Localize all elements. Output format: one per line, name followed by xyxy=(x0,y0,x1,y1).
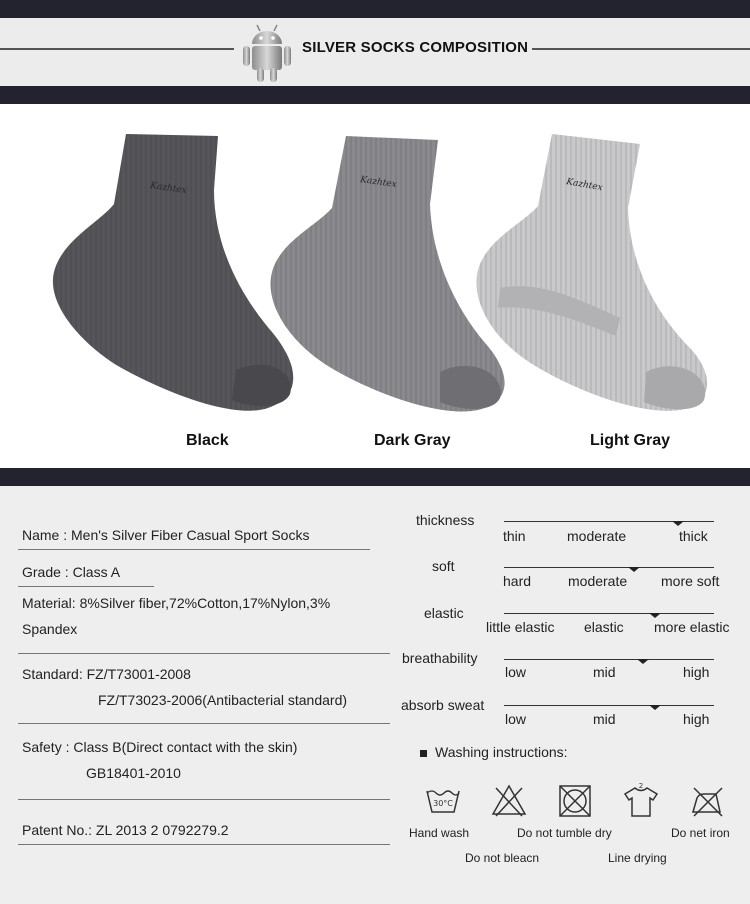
svg-text:Kazhtex: Kazhtex xyxy=(359,175,398,191)
attr-elastic-high: more elastic xyxy=(654,619,730,635)
do-not-iron-icon xyxy=(688,782,726,820)
attr-elastic-title: elastic xyxy=(424,605,464,621)
wash-label-do-not-bleach: Do not bleacn xyxy=(465,851,540,865)
attr-soft-low: hard xyxy=(503,573,532,589)
bullet-icon xyxy=(420,750,427,757)
sock-label-dark-gray: Dark Gray xyxy=(374,432,451,449)
wash-label-hand-wash: Hand wash xyxy=(409,826,470,840)
do-not-bleach-icon xyxy=(490,782,528,820)
header-rule-left xyxy=(0,48,234,50)
spec-standard: Standard: FZ/T73001-2008 xyxy=(22,666,191,682)
sock-photo-area xyxy=(0,104,750,468)
line-drying-icon xyxy=(622,782,660,820)
attr-breathability-high: high xyxy=(683,664,710,680)
attr-soft-scale xyxy=(504,567,714,568)
header-rule-right xyxy=(532,48,750,50)
sock-label-black: Black xyxy=(186,432,229,449)
attr-elastic-scale xyxy=(504,613,714,614)
attr-absorb-sweat-title: absorb sweat xyxy=(401,697,485,713)
attr-elastic-marker xyxy=(649,613,661,618)
spec-safety: Safety : Class B(Direct contact with the skin) xyxy=(22,739,298,755)
attr-absorb-sweat-marker xyxy=(649,705,661,710)
attr-soft-high: more soft xyxy=(661,573,720,589)
spec-divider xyxy=(18,653,390,654)
svg-text:30°C: 30°C xyxy=(433,799,453,808)
page-title: SILVER SOCKS COMPOSITION xyxy=(302,39,529,56)
wash-label-do-not-tumble-dry: Do not tumble dry xyxy=(517,826,612,840)
wash-label-do-not-iron: Do net iron xyxy=(671,826,730,840)
washing-heading xyxy=(420,744,568,760)
attr-soft-title: soft xyxy=(432,558,455,574)
attr-thickness-low: thin xyxy=(503,528,526,544)
sock-dark-gray xyxy=(271,136,505,411)
washing-heading-text: Washing instructions: xyxy=(435,744,568,760)
spec-name: Name : Men's Silver Fiber Casual Sport Socks xyxy=(22,527,310,543)
spec-standard-cont: FZ/T73023-2006(Antibacterial standard) xyxy=(98,692,348,708)
attr-breathability-title: breathability xyxy=(402,650,478,666)
top-dark-band xyxy=(0,0,750,18)
spec-divider xyxy=(18,799,390,800)
attr-soft-mid: moderate xyxy=(568,573,628,589)
spec-patent: Patent No.: ZL 2013 2 0792279.2 xyxy=(22,822,229,838)
spec-safety-cont: GB18401-2010 xyxy=(86,765,181,781)
attr-absorb-sweat-mid: mid xyxy=(593,711,616,727)
svg-text:Kazhtex: Kazhtex xyxy=(565,177,604,194)
attr-elastic-mid: elastic xyxy=(584,619,624,635)
hand-wash-30c-icon xyxy=(424,782,462,820)
wash-label-line-drying: Line drying xyxy=(608,851,667,865)
spec-material-cont: Spandex xyxy=(22,621,78,637)
do-not-tumble-dry-icon xyxy=(556,782,594,820)
spec-material: Material: 8%Silver fiber,72%Cotton,17%Nylon,3% xyxy=(22,595,331,611)
attr-breathability-mid: mid xyxy=(593,664,616,680)
spec-divider xyxy=(18,549,370,550)
spec-divider xyxy=(18,586,154,587)
attr-elastic-low: little elastic xyxy=(486,619,555,635)
spec-divider xyxy=(18,723,390,724)
attr-breathability-marker xyxy=(637,659,649,664)
attr-absorb-sweat-low: low xyxy=(505,711,527,727)
attr-soft-marker xyxy=(628,567,640,572)
sock-label-light-gray: Light Gray xyxy=(590,432,671,449)
attr-breathability-low: low xyxy=(505,664,527,680)
attr-thickness-mid: moderate xyxy=(567,528,627,544)
attr-absorb-sweat-scale xyxy=(504,705,714,706)
spec-grade: Grade : Class A xyxy=(22,564,121,580)
section-header xyxy=(0,18,750,86)
svg-text:Kazhtex: Kazhtex xyxy=(149,181,188,197)
header-dark-band xyxy=(0,86,750,104)
svg-text:2: 2 xyxy=(638,782,644,790)
sock-black xyxy=(53,134,293,411)
attr-thickness-marker xyxy=(672,521,684,526)
spec-divider xyxy=(18,844,390,845)
attr-breathability-scale xyxy=(504,659,714,660)
attr-thickness-high: thick xyxy=(679,528,708,544)
attr-absorb-sweat-high: high xyxy=(683,711,710,727)
sock-light-gray xyxy=(476,134,707,411)
attr-thickness-title: thickness xyxy=(416,512,475,528)
mid-dark-band xyxy=(0,468,750,486)
sock-illustrations xyxy=(0,104,750,468)
android-robot-icon xyxy=(240,22,294,84)
